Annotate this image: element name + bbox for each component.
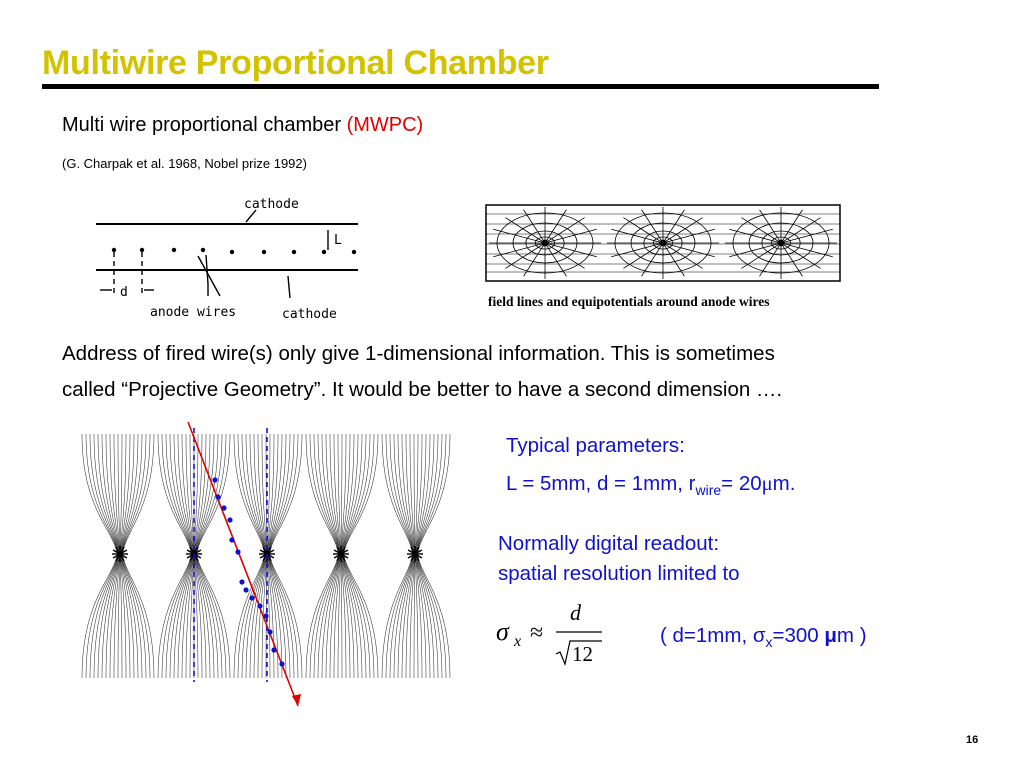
drift-field-line	[382, 434, 412, 678]
formula-numerator: d	[570, 600, 581, 625]
ionization-dot	[243, 587, 248, 592]
ionization-dot	[263, 613, 268, 618]
anode-pointer-3	[198, 256, 220, 296]
ionization-dot	[267, 629, 272, 634]
formula-approx: ≈	[530, 620, 544, 646]
example-suffix: m )	[836, 624, 867, 647]
subtitle-main: Multi wire proportional chamber	[62, 114, 347, 136]
drift-field-line	[390, 434, 413, 678]
drift-field-line	[418, 434, 450, 678]
subtitle	[62, 114, 423, 137]
main-paragraph	[62, 336, 992, 408]
example-sub-x: x	[765, 634, 773, 651]
ionization-dot	[212, 477, 217, 482]
example-mu: μ	[824, 624, 837, 647]
paragraph-line-1: Address of fired wire(s) only give 1-dimensional information. This is sometimes	[62, 342, 775, 365]
drift-field-line	[158, 434, 191, 678]
example-value: =300	[772, 624, 825, 647]
drift-field-line	[197, 434, 230, 678]
drift-field-line	[123, 434, 154, 678]
formula-sub-x: x	[514, 633, 522, 650]
track-diagram	[80, 420, 456, 710]
ionization-dot	[215, 494, 220, 499]
anode-wire	[660, 240, 666, 246]
params-L-d: L = 5mm, d = 1mm, r	[506, 472, 696, 495]
label-L: L	[334, 233, 342, 248]
drift-field-line	[343, 434, 366, 678]
field-caption: field lines and equipotentials around anode wires	[488, 294, 770, 309]
drift-field-line	[170, 434, 192, 678]
anode-wire	[778, 240, 784, 246]
anode-wire	[117, 551, 123, 557]
drift-field-line	[197, 434, 226, 678]
resolution-example	[660, 624, 867, 650]
subtitle-acronym: (MWPC)	[346, 114, 424, 136]
drift-field-line	[122, 434, 150, 678]
slide-title: Multiwire Proportional Chamber	[42, 44, 549, 82]
example-prefix: ( d=1mm,	[660, 624, 753, 647]
drift-field-line	[234, 434, 264, 678]
anode-wire	[262, 250, 266, 254]
params-values	[506, 472, 795, 498]
params-wire-subscript: wire	[695, 482, 722, 499]
page-number: 16	[966, 734, 979, 746]
ionization-dot	[229, 537, 234, 542]
ionization-dot	[249, 595, 254, 600]
anode-wire	[112, 248, 116, 252]
ionization-dot	[235, 549, 240, 554]
drift-field-line	[270, 434, 302, 678]
drift-field-line	[310, 434, 339, 678]
drift-field-line	[344, 434, 374, 678]
title-underline	[42, 84, 879, 89]
anode-wire	[230, 250, 234, 254]
ionization-dot	[221, 505, 226, 510]
formula-denominator: 12	[572, 642, 593, 666]
label-cathode-bottom: cathode	[282, 307, 337, 322]
params-r-value: = 20	[721, 472, 762, 495]
cathode-bottom-pointer	[288, 276, 290, 298]
label-anode-wires: anode wires	[150, 305, 237, 320]
field-lines-diagram	[485, 204, 841, 282]
drift-field-line	[417, 434, 438, 678]
drift-field-line	[242, 434, 265, 678]
anode-wire	[322, 250, 326, 254]
ionization-dot	[257, 603, 262, 608]
label-d: d	[120, 285, 128, 300]
ionization-dot	[279, 661, 284, 666]
anode-wire	[172, 248, 176, 252]
readout-line-1: Normally digital readout:	[498, 532, 720, 555]
params-heading: Typical parameters:	[506, 434, 685, 457]
formula-sigma: σ	[496, 617, 509, 646]
ionization-dot	[271, 647, 276, 652]
anode-wire	[412, 551, 418, 557]
params-unit: m.	[772, 472, 796, 495]
anode-wire	[338, 551, 344, 557]
drift-field-line	[269, 434, 290, 678]
drift-field-line	[417, 434, 442, 678]
mwpc-schematic	[80, 190, 370, 325]
anode-wire	[201, 248, 205, 252]
anode-wire	[542, 240, 548, 246]
drift-field-line	[314, 434, 339, 678]
ionization-dot	[239, 579, 244, 584]
citation: (G. Charpak et al. 1968, Nobel prize 1992)	[62, 156, 307, 171]
anode-wire	[292, 250, 296, 254]
params-mu: μ	[761, 473, 773, 495]
ionization-dot	[227, 517, 232, 522]
drift-field-line	[90, 434, 118, 678]
anode-wire	[352, 250, 356, 254]
example-sigma: σ	[752, 624, 766, 647]
drift-field-line	[318, 434, 339, 678]
paragraph-line-2: called “Projective Geometry”. It would be better to have a second dimension ….	[62, 378, 783, 401]
drift-field-line	[306, 434, 338, 678]
drift-field-line	[86, 434, 117, 678]
drift-field-line	[162, 434, 191, 678]
anode-pointer-2	[206, 255, 208, 284]
resolution-formula	[492, 598, 622, 670]
readout-line-2: spatial resolution limited to	[498, 562, 740, 585]
anode-wire	[140, 248, 144, 252]
drift-field-line	[417, 434, 446, 678]
label-cathode-top: cathode	[244, 197, 299, 212]
